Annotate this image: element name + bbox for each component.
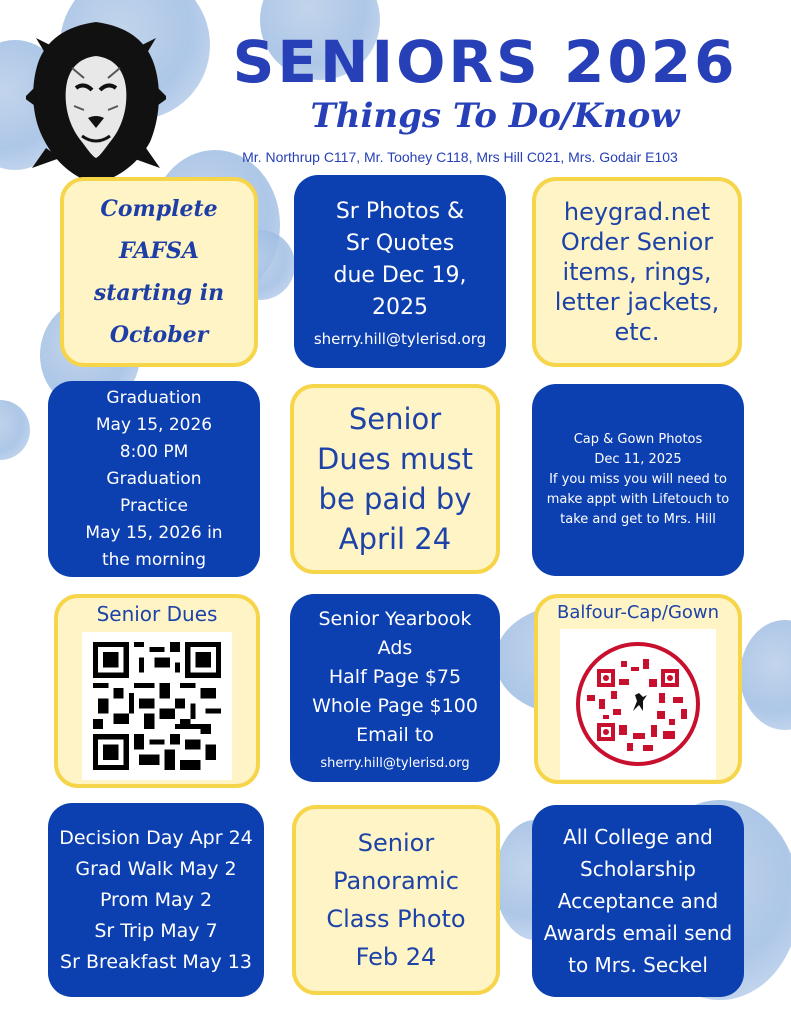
fafsa-card xyxy=(60,177,258,367)
card-line: Sr Quotes xyxy=(345,230,455,256)
card-line: Half Page $75 xyxy=(328,666,462,688)
card-line: to Mrs. Seckel xyxy=(568,953,708,977)
card-line: 2025 xyxy=(372,294,428,320)
bg-bubble xyxy=(0,400,30,460)
photos-card xyxy=(294,175,506,368)
card-line: Dec 11, 2025 xyxy=(594,452,682,467)
card-line: Grad Walk May 2 xyxy=(75,857,237,880)
card-line: Feb 24 xyxy=(355,943,437,971)
card-line: Decision Day Apr 24 xyxy=(59,826,253,849)
teacher-list: Mr. Northrup C117, Mr. Toohey C118, Mrs Hill C021, Mrs. Godair E103 xyxy=(242,149,678,165)
card-line: October xyxy=(109,322,209,348)
card-line: Sr Breakfast May 13 xyxy=(60,950,252,973)
card-line: Whole Page $100 xyxy=(312,695,478,717)
card-line: the morning xyxy=(101,549,207,570)
yearbook-card xyxy=(290,594,500,782)
card-line: make appt with Lifetouch to xyxy=(546,492,730,507)
card-line: All College and xyxy=(563,825,713,849)
card-line: Dues must xyxy=(317,442,473,476)
card-line: Acceptance and xyxy=(557,889,719,913)
heygrad-card xyxy=(532,177,742,367)
balfour-card xyxy=(534,594,742,784)
card-line: take and get to Mrs. Hill xyxy=(560,512,716,527)
card-line: Prom May 2 xyxy=(99,888,213,911)
card-line: Sr Trip May 7 xyxy=(94,919,218,942)
card-line: Class Photo xyxy=(326,905,466,933)
college-card xyxy=(532,805,744,997)
events-card xyxy=(48,803,264,997)
page-subtitle: Things To Do/Know xyxy=(310,96,680,136)
card-line: Order Senior xyxy=(560,228,714,256)
card-line: Panoramic xyxy=(333,867,459,895)
card-label: Senior Dues xyxy=(96,602,218,626)
card-line: May 15, 2026 xyxy=(95,414,213,435)
card-line: 8:00 PM xyxy=(119,441,189,462)
card-line: April 24 xyxy=(338,522,452,556)
card-line: Senior xyxy=(348,402,442,436)
card-line: Awards email send xyxy=(543,921,733,945)
qr-code-icon[interactable] xyxy=(82,632,232,780)
email-link[interactable]: sherry.hill@tylerisd.org xyxy=(320,756,470,771)
card-line: items, rings, xyxy=(562,258,712,286)
page-title: SENIORS 2026 xyxy=(232,28,738,96)
card-line: Email to xyxy=(356,724,434,746)
card-line: Senior xyxy=(357,829,435,857)
email-link[interactable]: sherry.hill@tylerisd.org xyxy=(313,329,487,348)
panoramic-card xyxy=(292,805,500,995)
card-label: Balfour-Cap/Gown xyxy=(556,602,720,623)
dues-card xyxy=(290,384,500,574)
graduation-card xyxy=(48,381,260,577)
card-line: Graduation xyxy=(106,468,202,489)
card-line[interactable]: heygrad.net xyxy=(563,198,711,226)
card-line: FAFSA xyxy=(119,238,199,264)
card-line: May 15, 2026 in xyxy=(85,522,223,543)
card-line: Sr Photos & xyxy=(335,198,465,224)
circular-qr-code-icon[interactable] xyxy=(560,629,716,779)
card-line: due Dec 19, xyxy=(333,262,467,288)
card-line: Cap & Gown Photos xyxy=(573,432,703,447)
card-line: letter jackets, xyxy=(554,288,720,316)
card-line: Scholarship xyxy=(580,857,696,881)
bg-bubble xyxy=(740,620,791,730)
card-line: If you miss you will need to xyxy=(549,472,727,487)
capgown-photos-card xyxy=(532,384,744,576)
card-line: Complete xyxy=(100,196,218,222)
card-line: Graduation xyxy=(106,387,202,408)
card-line: Ads xyxy=(377,637,413,659)
dues-qr-card xyxy=(54,594,260,788)
card-line: Practice xyxy=(120,495,188,516)
card-line: be paid by xyxy=(318,482,472,516)
card-line: starting in xyxy=(93,280,225,306)
card-line: etc. xyxy=(614,318,660,346)
lion-head-icon xyxy=(26,18,166,188)
card-line: Senior Yearbook xyxy=(318,608,472,630)
